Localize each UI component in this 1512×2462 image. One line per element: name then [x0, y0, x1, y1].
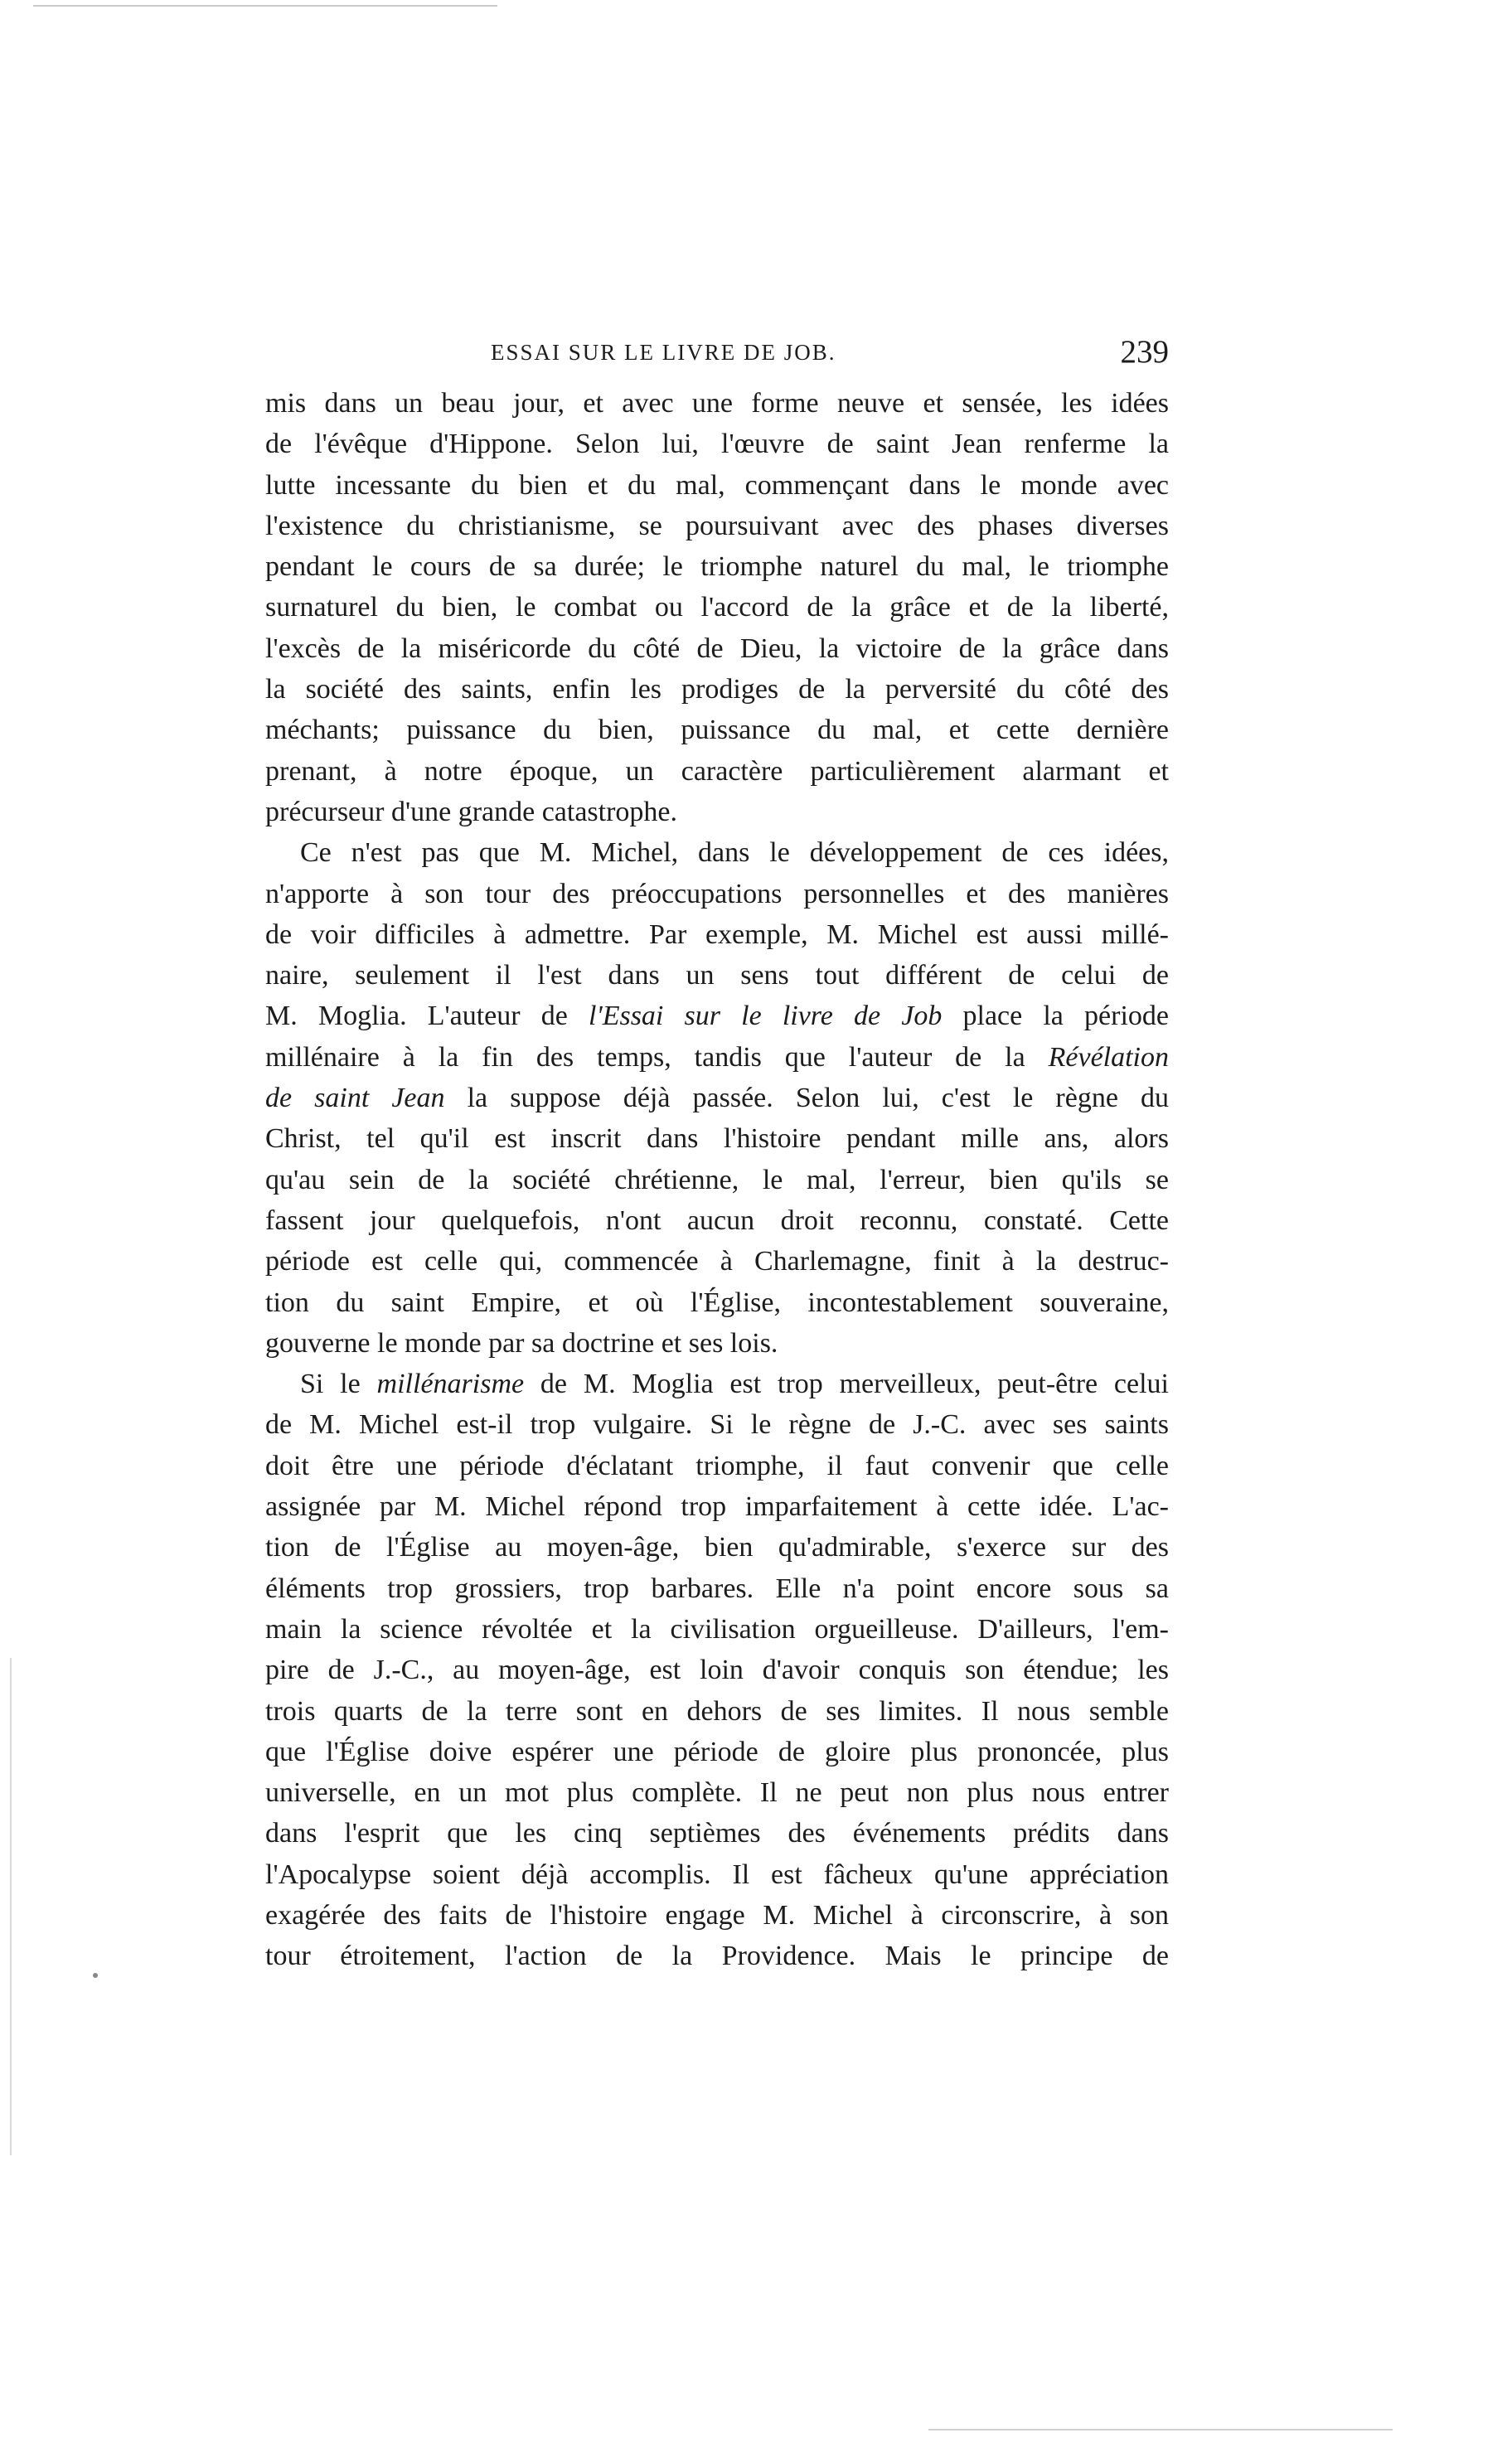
text-line: méchants; puissance du bien, puissance du mal, et cette dernière: [265, 715, 1169, 746]
text-line: l'excès de la miséricorde du côté de Dieu, la victoire de la grâce dans: [265, 632, 1169, 664]
text-line: n'apporte à son tour des préoccupations personnelles et des manières: [265, 878, 1169, 909]
text-line: prenant, à notre époque, un caractère particulièrement alarmant et: [265, 755, 1169, 787]
text-line: mis dans un beau jour, et avec une forme neuve et sensée, les idées: [265, 388, 1169, 419]
text-line: pire de J.-C., au moyen-âge, est loin d'avoir conquis son étendue; les: [265, 1655, 1169, 1686]
text-segment: la suppose déjà passée. Selon lui, c'est le règne du: [467, 1083, 1170, 1114]
text-line: lutte incessante du bien et du mal, commençant dans le monde avec: [265, 469, 1169, 501]
book-title-italic: l'Essai sur le livre de Job: [588, 1001, 943, 1032]
running-head: [265, 333, 1169, 383]
text-line: précurseur d'une grande catastrophe.: [265, 796, 678, 827]
scan-artifact-top: [33, 5, 497, 7]
text-line: trois quarts de la terre sont en dehors de ses limites. Il nous semble: [265, 1695, 1169, 1727]
body-text: [265, 383, 1169, 1977]
text-line-mixed: [265, 1078, 1169, 1118]
text-line: de voir difficiles à admettre. Par exemple, M. Michel est aussi millé-: [265, 918, 1169, 950]
text-line: assignée par M. Michel répond trop imparfaitement à cette idée. L'ac-: [265, 1491, 1169, 1523]
running-title: ESSAI SUR LE LIVRE DE JOB.: [491, 340, 836, 365]
text-line: dans l'esprit que les cinq septièmes des événements prédits dans: [265, 1818, 1169, 1849]
term-italic: millénarisme: [376, 1369, 525, 1400]
text-line: la société des saints, enfin les prodiges de la perversité du côté des: [265, 674, 1169, 705]
scan-artifact-left: [10, 1658, 12, 2155]
book-title-italic: Révélation: [1048, 1041, 1170, 1073]
text-line: l'existence du christianisme, se poursuivant avec des phases diverses: [265, 510, 1169, 541]
text-line: tour étroitement, l'action de la Providence. Mais le principe de: [265, 1941, 1169, 1972]
text-line: Ce n'est pas que M. Michel, dans le développement de ces idées,: [300, 837, 1169, 869]
scan-artifact-bottom: [928, 2429, 1393, 2430]
text-segment: Si le: [300, 1369, 361, 1400]
text-segment: place la période: [962, 1001, 1170, 1032]
text-line: que l'Église doive espérer une période de gloire plus prononcée, plus: [265, 1736, 1169, 1767]
text-line: surnaturel du bien, le combat ou l'accord de la grâce et de la liberté,: [265, 592, 1169, 623]
text-line: l'Apocalypse soient déjà accomplis. Il est fâcheux qu'une appréciation: [265, 1859, 1169, 1890]
text-line: éléments trop grossiers, trop barbares. Elle n'a point encore sous sa: [265, 1573, 1169, 1604]
text-line: de M. Michel est-il trop vulgaire. Si le règne de J.-C. avec ses saints: [265, 1409, 1169, 1441]
text-line: fassent jour quelquefois, n'ont aucun droit reconnu, constaté. Cette: [265, 1204, 1169, 1236]
text-line: exagérée des faits de l'histoire engage M. Michel à circonscrire, à son: [265, 1899, 1169, 1931]
text-segment: M. Moglia. L'auteur de: [265, 1001, 568, 1032]
text-line: de l'évêque d'Hippone. Selon lui, l'œuvre de saint Jean renferme la: [265, 429, 1169, 460]
text-line: tion de l'Église au moyen-âge, bien qu'admirable, s'exerce sur des: [265, 1532, 1169, 1563]
text-line: période est celle qui, commencée à Charlemagne, finit à la destruc-: [265, 1246, 1169, 1277]
text-line: doit être une période d'éclatant triomphe, il faut convenir que celle: [265, 1450, 1169, 1481]
text-line-mixed: [265, 1364, 1169, 1404]
book-title-italic: de saint Jean: [265, 1083, 445, 1114]
text-line: qu'au sein de la société chrétienne, le mal, l'erreur, bien qu'ils se: [265, 1164, 1169, 1195]
text-line: gouverne le monde par sa doctrine et ses lois.: [265, 1327, 778, 1359]
text-line: main la science révoltée et la civilisation orgueilleuse. D'ailleurs, l'em-: [265, 1613, 1169, 1645]
text-segment: millénaire à la fin des temps, tandis que l'auteur de la: [265, 1041, 1025, 1073]
scan-artifact-dot: [93, 1973, 98, 1978]
text-line: tion du saint Empire, et où l'Église, incontestablement souveraine,: [265, 1287, 1169, 1318]
page-number: 239: [1120, 334, 1169, 370]
text-segment: de M. Moglia est trop merveilleux, peut-être celui: [540, 1369, 1170, 1400]
text-line: naire, seulement il l'est dans un sens tout différent de celui de: [265, 960, 1169, 991]
text-line: universelle, en un mot plus complète. Il ne peut non plus nous entrer: [265, 1777, 1169, 1809]
text-line: pendant le cours de sa durée; le triomphe naturel du mal, le triomphe: [265, 551, 1169, 583]
text-line-mixed: [265, 996, 1169, 1036]
text-line-mixed: [265, 1037, 1169, 1078]
text-line: Christ, tel qu'il est inscrit dans l'histoire pendant mille ans, alors: [265, 1123, 1169, 1155]
